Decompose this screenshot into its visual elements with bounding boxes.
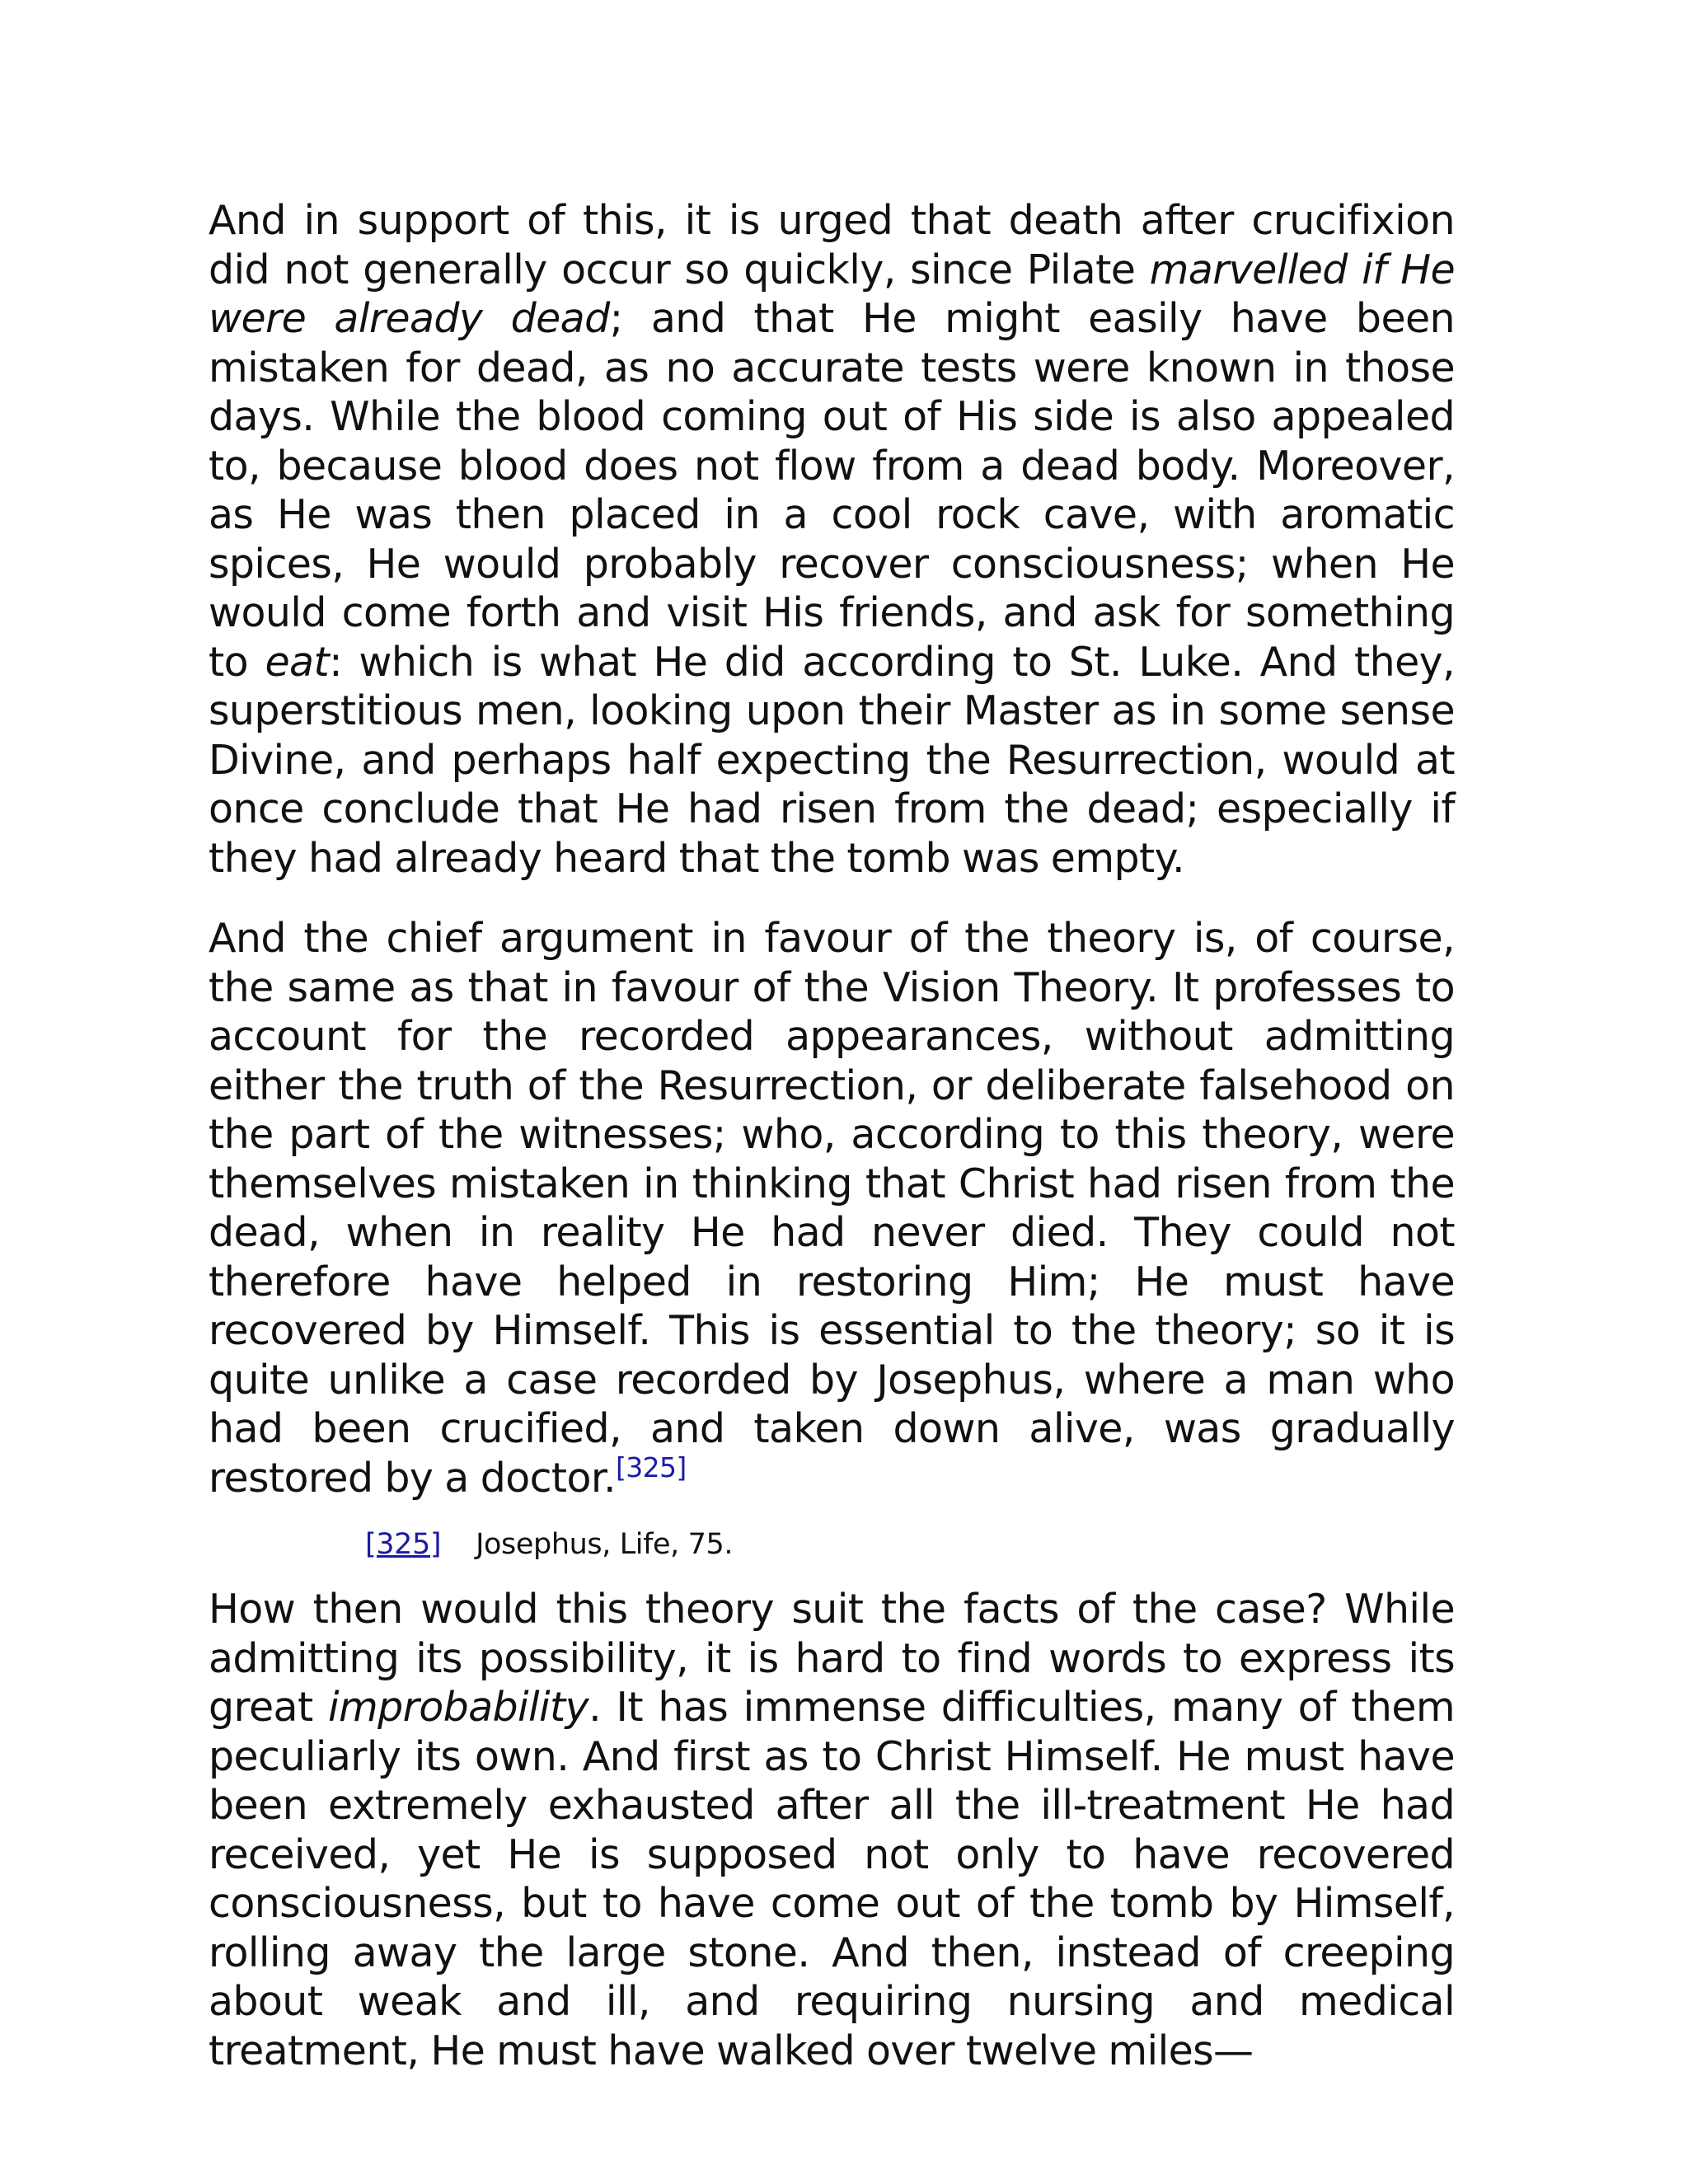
paragraph-chief-argument: [209, 914, 1455, 1502]
text-segment: And the chief argument in favour of the theory is, of course, the same as that in favour of the Vision Theory. It professes to account for the recorded appearances, without admitting either the truth of the Resurrection, or deliberate falsehood on the part of the witnesses; who, according to this theory, were themselves mistaken in thinking that Christ had risen from the dead, when in reality He had never died. They could not therefore have helped in restoring Him; He must have recovered by Himself. This is essential to the theory; so it is quite unlike a case recorded by Josephus, where a man who had been crucified, and taken down alive, was gradually restored by a doctor.: [209, 915, 1455, 1502]
text-segment: How then would this theory suit the facts of the case? While admitting its possibility, it is hard to find words to express its great: [209, 1586, 1455, 1731]
paragraph-crucifixion-argument: [209, 196, 1455, 883]
italic-phrase: improbability: [328, 1684, 589, 1731]
page-content: [209, 196, 1455, 2075]
text-segment: : which is what He did according to St. Luke. And they, superstitious men, looking upon their Master as in some sense Divine, and perhaps half expecting the Resurrection, would at once conclude that He had risen from the dead; especially if they had already heard that the tomb was empty.: [209, 638, 1456, 882]
footnote-reference-link[interactable]: [325]: [615, 1451, 687, 1483]
italic-phrase: marvelled if He were already dead: [209, 246, 1455, 342]
footnote: [365, 1524, 1455, 1565]
text-segment: ; and that He might easily have been mistaken for dead, as no accurate tests were known in those days. While the blood coming out of His side is also appealed to, because blood does not flow from a dead body. Moreover, as He was then placed in a cool rock cave, with aromatic spices, He would probably recover consciousness; when He would come forth and visit His friends, and ask for something to: [209, 295, 1455, 686]
paragraph-improbability: [209, 1585, 1455, 2075]
text-segment: . It has immense difficulties, many of them peculiarly its own. And first as to Christ Himself. He must have been extremely exhausted after all the ill-treatment He had received, yet He is supposed not only to have recovered consciousness, but to have come out of the tomb by Himself, rolling away the large stone. And then, instead of creeping about weak and ill, and requiring nursing and medical treatment, He must have walked over twelve miles—: [209, 1684, 1455, 2074]
italic-phrase: eat: [265, 638, 330, 686]
footnote-backlink[interactable]: [325]: [365, 1528, 442, 1561]
text-segment: And in support of this, it is urged that death after crucifixion did not generally occur so quickly, since Pilate: [209, 197, 1455, 293]
footnote-text: Josephus, Life, 75.: [476, 1528, 734, 1561]
